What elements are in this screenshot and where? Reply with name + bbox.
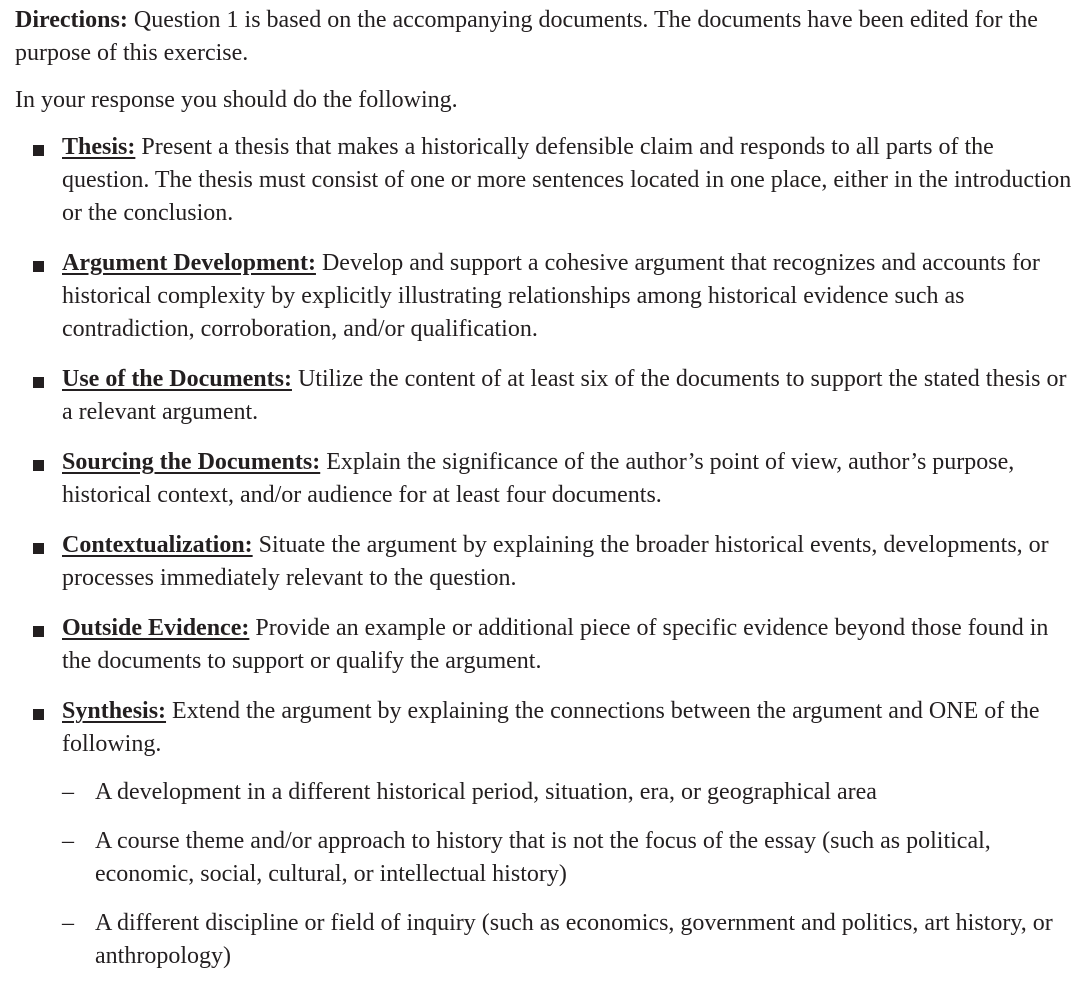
square-bullet-icon <box>33 261 44 272</box>
square-bullet-icon <box>33 460 44 471</box>
square-bullet-icon <box>33 709 44 720</box>
square-bullet-icon <box>33 377 44 388</box>
dash-bullet-icon: – <box>62 910 74 936</box>
requirement-sourcing <box>15 446 1075 512</box>
requirement-term: Contextualization: <box>62 532 253 558</box>
directions-paragraph <box>15 4 1075 70</box>
requirement-text: Provide an example or additional piece of specific evidence beyond those found in the documents to support or qualify the argument. <box>62 615 1049 674</box>
square-bullet-icon <box>33 145 44 156</box>
square-bullet-icon <box>33 626 44 637</box>
requirement-text: Extend the argument by explaining the connections between the argument and ONE of the following. <box>62 698 1040 757</box>
requirement-text: Present a thesis that makes a historically defensible claim and responds to all parts of the question. The thesis must consist of one or more sentences located in one place, either in the introduction or the conclusion. <box>62 134 1072 226</box>
requirement-thesis <box>15 131 1075 230</box>
synthesis-option-text: A course theme and/or approach to history that is not the focus of the essay (such as political, economic, social, cultural, or intellectual history) <box>95 828 991 887</box>
synthesis-option <box>15 776 1075 809</box>
dash-bullet-icon: – <box>62 828 74 854</box>
requirements-list <box>15 131 1089 973</box>
requirement-use-of-documents <box>15 363 1075 429</box>
requirement-text: Explain the significance of the author’s point of view, author’s purpose, historical context, and/or audience for at least four documents. <box>62 449 1015 508</box>
synthesis-option <box>15 825 1075 891</box>
requirement-term: Synthesis: <box>62 698 167 724</box>
synthesis-option-text: A different discipline or field of inquiry (such as economics, government and politics, art history, or anthropology) <box>95 910 1053 969</box>
requirement-argument-development <box>15 247 1075 346</box>
synthesis-option-text: A development in a different historical period, situation, era, or geographical area <box>95 779 877 805</box>
synthesis-options-list <box>15 776 1075 973</box>
requirement-term: Use of the Documents: <box>62 366 292 392</box>
requirement-synthesis <box>15 695 1075 973</box>
requirement-contextualization <box>15 529 1075 595</box>
directions-text: Question 1 is based on the accompanying documents. The documents have been edited for the purpose of this exercise. <box>15 7 1038 66</box>
requirement-outside-evidence <box>15 612 1075 678</box>
requirement-term: Thesis: <box>62 134 136 160</box>
requirement-text: Situate the argument by explaining the broader historical events, developments, or processes immediately relevant to the question. <box>62 532 1049 591</box>
dash-bullet-icon: – <box>62 779 74 805</box>
directions-label: Directions: <box>15 7 128 33</box>
requirement-term: Sourcing the Documents: <box>62 449 321 475</box>
requirement-term: Outside Evidence: <box>62 615 250 641</box>
requirement-text: Utilize the content of at least six of the documents to support the stated thesis or a relevant argument. <box>62 366 1067 425</box>
requirement-text: Develop and support a cohesive argument that recognizes and accounts for historical complexity by explicitly illustrating relationships among historical evidence such as contradiction, corroboration, and/or qualification. <box>62 250 1040 342</box>
intro-paragraph: In your response you should do the following. <box>15 87 458 113</box>
synthesis-option <box>15 907 1075 973</box>
square-bullet-icon <box>33 543 44 554</box>
requirement-term: Argument Development: <box>62 250 316 276</box>
